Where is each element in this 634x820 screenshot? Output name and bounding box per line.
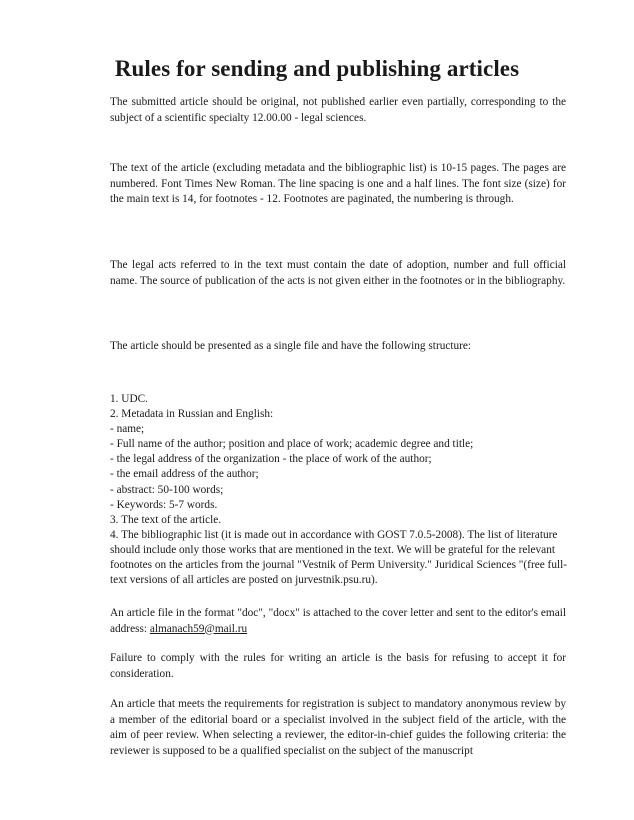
- list-item: - the email address of the author;: [110, 468, 259, 481]
- paragraph-refusal: Failure to comply with the rules for writing an article is the basis for refusing to accept it for consideration.: [110, 652, 566, 680]
- list-item: - Full name of the author; position and place of work; academic degree and title;: [110, 438, 474, 451]
- list-item: - the legal address of the organization - the place of work of the author;: [110, 453, 432, 466]
- paragraph-review: An article that meets the requirements for registration is subject to mandatory anonymous review by a member of the editorial board or a specialist involved in the subject field of the article, with the aim of peer review. When selecting a reviewer, the editor-in-chief guides the following criteria: the reviewer is supposed to be a qualified specialist on the subject of the manuscript: [110, 698, 566, 757]
- list-item: - Keywords: 5-7 words.: [110, 498, 218, 511]
- paragraph-formatting: The text of the article (excluding metadata and the bibliographic list) is 10-15 pages. The pages are numbered. Font Times New Roman. The line spacing is one and a half lines. The font size (size) for the main text is 14, for footnotes - 12. Footnotes are paginated, the numbering is through.: [110, 162, 566, 206]
- paragraph-legal-acts: The legal acts referred to in the text must contain the date of adoption, number and full official name. The source of publication of the acts is not given either in the footnotes or in the bibliography.: [110, 259, 566, 287]
- paragraph-submission: [110, 606, 566, 637]
- paragraph-originality: The submitted article should be original, not published earlier even partially, corresponding to the subject of a scientific specialty 12.00.00 - legal sciences.: [110, 96, 566, 124]
- list-item: 1. UDC.: [110, 393, 148, 405]
- page-title: Rules for sending and publishing articles: [114, 56, 520, 81]
- list-item: 3. The text of the article.: [110, 513, 222, 526]
- structure-list: [110, 392, 570, 588]
- list-item: - abstract: 50-100 words;: [110, 483, 224, 496]
- submission-text: An article file in the format "doc", "docx" is attached to the cover letter and sent to the editor's email address:: [110, 607, 566, 635]
- list-item: 2. Metadata in Russian and English:: [110, 408, 274, 421]
- list-item: 4. The bibliographic list (it is made out in accordance with GOST 7.0.5-2008). The list of literature should include only those works that are mentioned in the text. We will be grateful for the relevant footnotes on the articles from the journal "Vestnik of Perm University." Juridical Sciences "(free full-text versions of all articles are posted on jurvestnik.psu.ru).: [110, 528, 568, 587]
- paragraph-structure-intro: The article should be presented as a single file and have the following structure:: [110, 340, 472, 352]
- list-item: - name;: [110, 423, 145, 436]
- editor-email-link[interactable]: almanach59@mail.ru: [149, 622, 248, 635]
